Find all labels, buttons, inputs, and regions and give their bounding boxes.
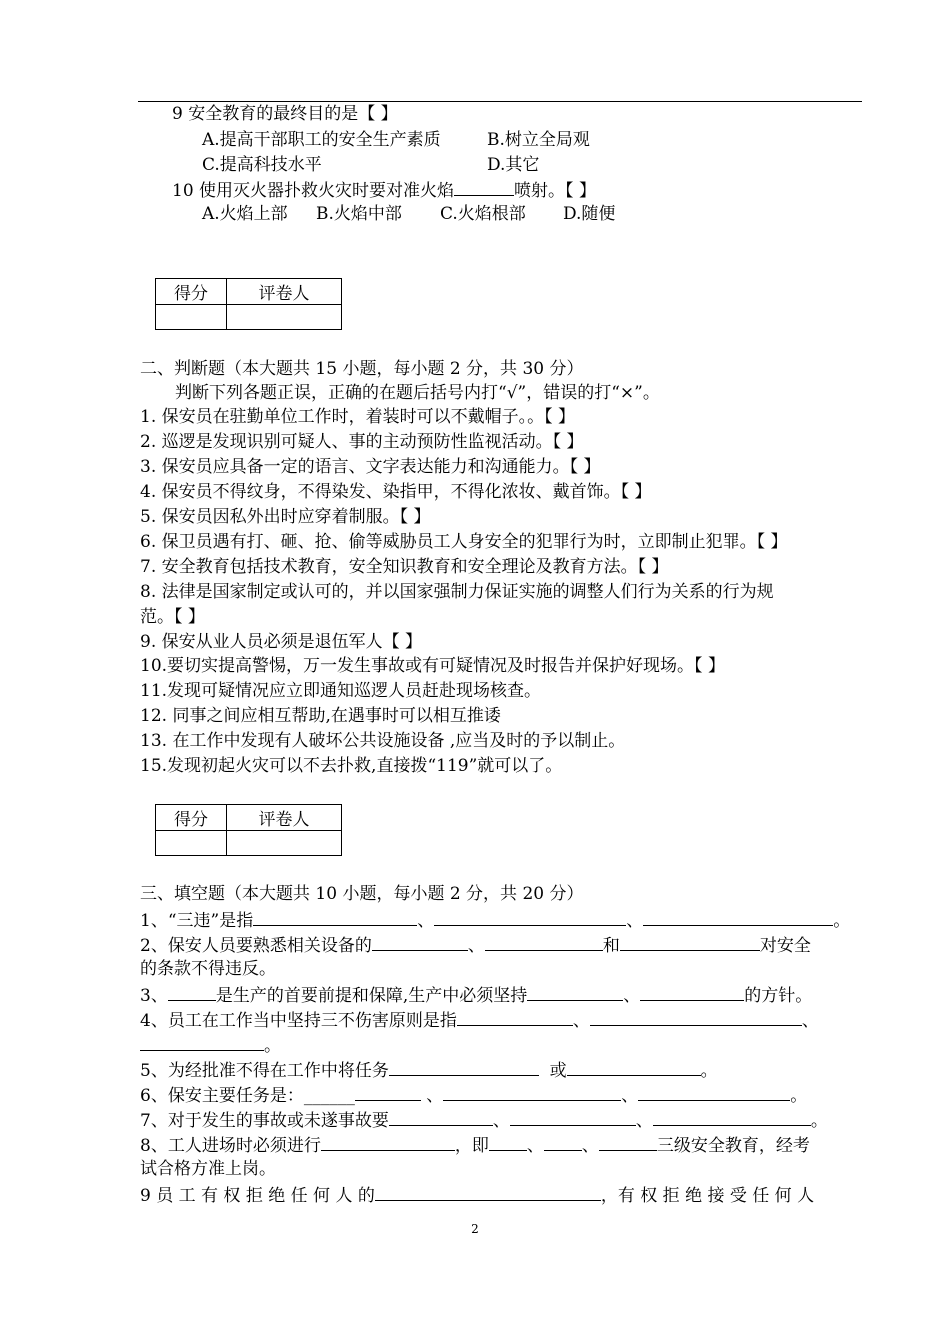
fill-text: 或 <box>549 1061 567 1081</box>
judge-item: 7. 安全教育包括技术教育，安全知识教育和安全理论及教育方法。【 】 <box>140 557 669 577</box>
fill-blank[interactable] <box>489 1132 527 1151</box>
score-label: 得分 <box>156 279 227 305</box>
judge-item: 6. 保卫员遇有打、砸、抢、偷等威胁员工人身安全的犯罪行为时，立即制止犯罪。【 】 <box>140 532 788 552</box>
score-box-1 <box>155 278 342 330</box>
fill-text: 。 <box>833 911 851 931</box>
fill-blank[interactable] <box>510 1107 636 1126</box>
fill-blank[interactable] <box>638 1082 790 1101</box>
score-cell[interactable] <box>156 831 227 856</box>
fill-text: 、 <box>492 1111 510 1131</box>
fill-blank[interactable] <box>140 1032 264 1051</box>
judge-item: 1. 保安员在驻勤单位工作时，着装时可以不戴帽子。。【 】 <box>140 407 576 427</box>
fill-blank[interactable] <box>253 907 417 926</box>
fill-item-8-continued: 试合格方准上岗。 <box>140 1159 276 1179</box>
fill-blank[interactable] <box>640 982 744 1001</box>
fill-text: 3、 <box>140 986 168 1006</box>
q9-option-c: C.提高科技水平 <box>202 155 322 175</box>
q10-stem-after: 喷射。【 】 <box>514 181 596 201</box>
q10-blank[interactable] <box>454 177 514 196</box>
fill-text: 和 <box>602 936 620 956</box>
fill-text: 、 <box>626 911 644 931</box>
fill-blank[interactable] <box>443 1082 621 1101</box>
grader-label: 评卷人 <box>227 805 342 831</box>
judge-item: 5. 保安员因私外出时应穿着制服。【 】 <box>140 507 431 527</box>
fill-blank[interactable] <box>643 907 833 926</box>
fill-text: 1、“三违”是指 <box>140 911 254 931</box>
score-label: 得分 <box>156 805 227 831</box>
q10-option-b: B.火焰中部 <box>316 204 402 224</box>
fill-text: 。 <box>810 1111 828 1131</box>
q10-option-c: C.火焰根部 <box>440 204 526 224</box>
fill-blank[interactable] <box>590 1007 802 1026</box>
judge-item: 15.发现初起火灾可以不去扑救,直接拨“119”就可以了。 <box>140 756 563 776</box>
score-box-2 <box>155 804 342 856</box>
fill-text: ，即 <box>454 1136 489 1156</box>
judge-item: 8. 法律是国家制定或认可的，并以国家强制力保证实施的调整人们行为关系的行为规 <box>140 582 774 602</box>
fill-text: 9 员 工 有 权 拒 绝 任 何 人 的 <box>140 1186 375 1206</box>
section3-heading: 三、填空题（本大题共 10 小题，每小题 2 分，共 20 分） <box>140 884 584 904</box>
q10-option-a: A.火焰上部 <box>202 204 288 224</box>
judge-item: 3. 保安员应具备一定的语言、文字表达能力和沟通能力。【 】 <box>140 457 601 477</box>
fill-text: 、 <box>623 986 641 1006</box>
fill-blank[interactable] <box>567 1057 701 1076</box>
grader-label: 评卷人 <box>227 279 342 305</box>
fill-text: 、 <box>581 1136 599 1156</box>
judge-item: 13. 在工作中发现有人破坏公共设施设备 ,应当及时的予以制止。 <box>140 731 626 751</box>
q10-stem-before: 10 使用灭火器扑救火灾时要对准火焰 <box>172 181 455 201</box>
fill-text: 4、员工在工作当中坚持三不伤害原则是指 <box>140 1011 457 1031</box>
fill-text: 5、为经批准不得在工作中将任务 <box>140 1061 389 1081</box>
fill-text: 。 <box>790 1086 808 1106</box>
fill-item-8 <box>140 1132 810 1158</box>
fill-text: 2、保安人员要熟悉相关设备的 <box>140 936 372 956</box>
fill-text: 、 <box>621 1086 639 1106</box>
fill-text: 7、对于发生的事故或未遂事故要 <box>140 1111 389 1131</box>
fill-text: 、 <box>635 1111 653 1131</box>
fill-item-9 <box>140 1182 814 1208</box>
fill-blank[interactable] <box>434 907 626 926</box>
fill-text: 、 <box>426 1086 444 1106</box>
fill-blank[interactable] <box>599 1132 657 1151</box>
grader-cell[interactable] <box>227 831 342 856</box>
q9-option-b: B.树立全局观 <box>487 130 590 150</box>
fill-blank[interactable] <box>485 932 603 951</box>
grader-cell[interactable] <box>227 305 342 330</box>
section2-instruction: 判断下列各题正误，正确的在题后括号内打“√”，错误的打“×”。 <box>175 383 660 403</box>
fill-blank[interactable] <box>620 932 760 951</box>
q10-option-d: D.随便 <box>563 204 616 224</box>
fill-text: ，有 权 拒 绝 接 受 任 何 人 <box>600 1186 815 1206</box>
judge-item: 2. 巡逻是发现识别可疑人、事的主动预防性监视活动。【 】 <box>140 432 584 452</box>
fill-text: 6、保安主要任务是：______ <box>140 1086 355 1106</box>
fill-blank[interactable] <box>389 1057 539 1076</box>
q9-option-a: A.提高干部职工的安全生产素质 <box>202 130 441 150</box>
fill-text: 、 <box>526 1136 544 1156</box>
q9-stem: 9 安全教育的最终目的是【 】 <box>172 104 398 124</box>
judge-item: 12. 同事之间应相互帮助,在遇事时可以相互推诿 <box>140 706 501 726</box>
fill-item-4-continued <box>140 1032 281 1058</box>
fill-text: 。 <box>264 1036 281 1056</box>
judge-item: 10.要切实提高警惕，万一发生事故或有可疑情况及时报告并保护好现场。【 】 <box>140 656 725 676</box>
fill-item-4 <box>140 1007 819 1033</box>
fill-blank[interactable] <box>372 932 468 951</box>
fill-text: 。 <box>700 1061 718 1081</box>
fill-blank[interactable] <box>321 1132 455 1151</box>
fill-blank[interactable] <box>527 982 623 1001</box>
fill-item-1 <box>140 907 850 933</box>
fill-text: 、 <box>467 936 485 956</box>
fill-text: 、 <box>801 1011 819 1031</box>
judge-item: 11.发现可疑情况应立即通知巡逻人员赶赴现场核查。 <box>140 681 542 701</box>
score-cell[interactable] <box>156 305 227 330</box>
fill-item-3 <box>140 982 812 1008</box>
fill-item-2 <box>140 932 811 958</box>
fill-blank[interactable] <box>168 982 216 1001</box>
fill-text: 8、工人进场时必须进行 <box>140 1136 321 1156</box>
q9-option-d: D.其它 <box>487 155 540 175</box>
fill-blank[interactable] <box>389 1107 493 1126</box>
fill-item-7 <box>140 1107 828 1133</box>
fill-text: 对安全 <box>759 936 811 956</box>
fill-text: 是生产的首要前提和保障,生产中必须坚持 <box>215 986 528 1006</box>
fill-item-5 <box>140 1057 718 1083</box>
fill-blank[interactable] <box>653 1107 811 1126</box>
fill-blank[interactable] <box>457 1007 573 1026</box>
fill-item-6 <box>140 1082 807 1108</box>
fill-blank[interactable] <box>544 1132 582 1151</box>
page-number: 2 <box>471 1222 479 1236</box>
judge-item-continued: 范。【 】 <box>140 607 205 627</box>
q10-stem <box>172 177 596 203</box>
fill-blank[interactable] <box>355 1082 421 1101</box>
fill-item-2-continued: 的条款不得违反。 <box>140 959 276 979</box>
section2-heading: 二、判断题（本大题共 15 小题，每小题 2 分，共 30 分） <box>140 359 584 379</box>
fill-text: 三级安全教育，经考 <box>656 1136 810 1156</box>
fill-text: 的方针。 <box>744 986 813 1006</box>
judge-item: 4. 保安员不得纹身，不得染发、染指甲，不得化浓妆、戴首饰。【 】 <box>140 482 652 502</box>
fill-blank[interactable] <box>375 1182 601 1201</box>
fill-text: 、 <box>417 911 435 931</box>
fill-text: 、 <box>572 1011 590 1031</box>
judge-item: 9. 保安从业人员必须是退伍军人【 】 <box>140 632 423 652</box>
